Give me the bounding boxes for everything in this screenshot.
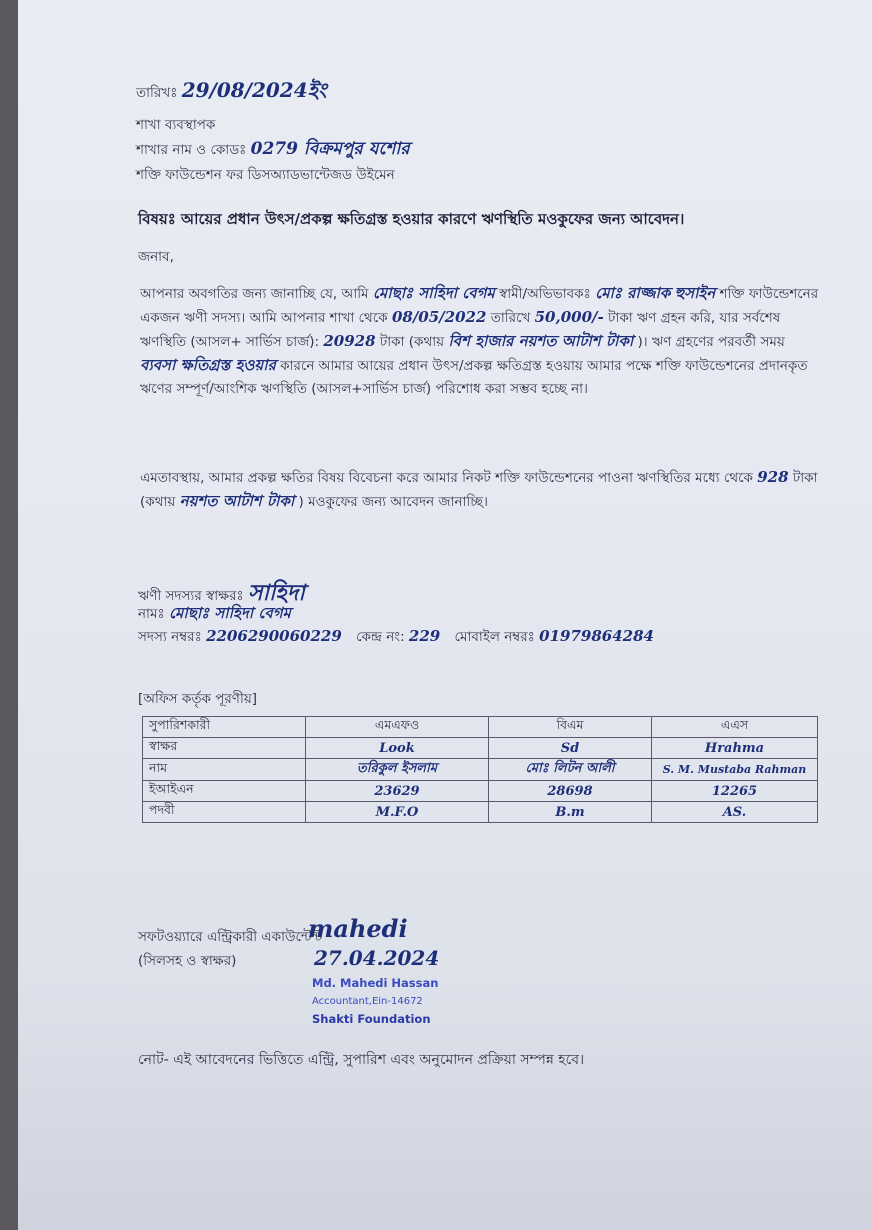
- table-cell: Look: [306, 738, 489, 759]
- table-cell: 12265: [652, 781, 818, 802]
- addressee: শাখা ব্যবস্থাপক: [136, 117, 216, 133]
- member-name-hand: মোছাঃ সাহিদা বেগম: [372, 284, 495, 302]
- p2-text-c: টাকা (কথায়: [140, 470, 818, 510]
- table-cell: বিএম: [489, 717, 652, 738]
- member-no-value: 2206290060229: [206, 627, 342, 645]
- table-cell: B.m: [489, 802, 652, 823]
- table-cell: 28698: [489, 781, 652, 802]
- p1-text-b: স্বামী/অভিভাবকঃ: [499, 286, 591, 302]
- member-signature: সাহিদা: [248, 580, 305, 606]
- p1-text-c: শক্তি ফাউন্ডেশনের একজন ঋণী সদস্য। আমি আপনার শাখা থেকে: [140, 286, 819, 326]
- date-label: তারিখঃ: [136, 85, 178, 101]
- date-value: 29/08/2024ইং: [181, 78, 327, 102]
- p1-text-d: তারিখে: [490, 310, 531, 326]
- org-name: শক্তি ফাউন্ডেশন ফর ডিসঅ্যাডভান্টেজড উইমেন: [136, 167, 395, 183]
- p1-text-a: আপনার অবগতির জন্য জানাচ্ছি যে, আমি: [140, 286, 369, 302]
- application-paper: [18, 0, 872, 1230]
- table-cell: সুপারিশকারী: [143, 717, 306, 738]
- footer-note: নোট- এই আবেদনের ভিত্তিতে এন্ট্রি, সুপারিশ এবং অনুমোদন প্রক্রিয়া সম্পন্ন হবে।: [138, 1052, 585, 1068]
- table-cell: Sd: [489, 738, 652, 759]
- accountant-signature: mahedi: [308, 914, 408, 943]
- p2-text-b: মধ্যে থেকে: [695, 470, 753, 486]
- reason-hand: ব্যবসা ক্ষতিগ্রস্ত হওয়ার: [140, 356, 276, 374]
- guardian-hand: মোঃ রাজ্জাক: [595, 284, 671, 302]
- table-cell: Hrahma: [652, 738, 818, 759]
- table-cell: 23629: [306, 781, 489, 802]
- table-header-row: [143, 717, 818, 738]
- p1-text-g: )। ঋণ গ্রহণের পরবর্তী সময়: [637, 334, 785, 350]
- balance-words-hand: বিশ হাজার নয়শত আটাশ টাকা: [448, 332, 634, 350]
- table-cell: মোঃ লিটন আলী: [489, 759, 652, 781]
- accountant-label-2: (সিলসহ ও স্বাক্ষর): [138, 953, 237, 969]
- p2-text-d: ) মওকুফের জন্য: [298, 494, 387, 510]
- table-cell: এমএফও: [306, 717, 489, 738]
- member-no-label: সদস্য নম্বরঃ: [138, 629, 202, 645]
- table-cell: নাম: [143, 759, 306, 781]
- member-sig-label: ঋণী সদস্যর স্বাক্ষরঃ: [138, 588, 244, 604]
- center-value: 229: [408, 627, 441, 645]
- stamp-role: Accountant,Ein-14672: [312, 996, 423, 1007]
- subject-line: বিষয়ঃ আয়ের প্রধান উৎস/প্রকল্প ক্ষতিগ্রস্ত হওয়ার কারণে ঋণস্থিতি মওকুফের জন্য আবেদন।: [138, 210, 685, 228]
- member-name-value: মোছাঃ সাহিদা বেগম: [168, 604, 291, 622]
- branch-value: 0279 বিক্রমপুর যশোর: [250, 139, 410, 159]
- paragraph-2: [140, 466, 820, 514]
- office-heading: [অফিস কর্তৃক পূরণীয়]: [138, 691, 258, 707]
- accountant-date: 27.04.2024: [314, 946, 440, 970]
- mobile-value: 01979864284: [539, 627, 654, 645]
- member-name-line: [138, 602, 291, 627]
- p1-text-i: শক্তি ফাউন্ডেশনের প্রদানকৃত ঋণের সম্পূর্ণ/আংশিক ঋণস্থিতি (আসল+সার্ভিস চার্জ) পরিশোধ করা সম্ভব: [140, 358, 808, 397]
- waive-amount-hand: 928: [757, 468, 789, 486]
- table-cell: AS.: [652, 802, 818, 823]
- p1-text-j: হচ্ছে না।: [541, 381, 588, 397]
- table-row: [143, 759, 818, 781]
- branch-line: [136, 136, 410, 164]
- loan-date-hand: 08/05/2022: [391, 308, 487, 326]
- salutation: জনাব,: [138, 249, 174, 265]
- table-row: [143, 738, 818, 759]
- member-number-line: [138, 626, 654, 649]
- p1-text-e: টাকা ঋণ গ্রহন করি, যার সর্বশেষ ঋণস্থিতি (আসল+ সার্ভিস চার্জ):: [140, 310, 781, 350]
- table-row: [143, 781, 818, 802]
- p1-text-h: কারনে আমার আয়ের প্রধান উৎস/প্রকল্প ক্ষতিগ্রস্ত হওয়ায় আমার পক্ষে: [280, 358, 652, 374]
- accountant-label-1: সফটওয়্যারে এন্ট্রিকারী একাউন্টেন্ট: [138, 929, 323, 945]
- table-cell: এএস: [652, 717, 818, 738]
- member-name-label: নামঃ: [138, 606, 165, 622]
- office-table: [142, 716, 818, 823]
- stamp-name: Md. Mahedi Hassan: [312, 976, 439, 990]
- p1-text-f: টাকা (কথায়: [379, 334, 445, 350]
- balance-hand: 20928: [323, 332, 376, 350]
- stamp-org: Shakti Foundation: [312, 1012, 431, 1026]
- table-cell: স্বাক্ষর: [143, 738, 306, 759]
- table-cell: S. M. Mustaba Rahman: [652, 759, 818, 781]
- table-cell: M.F.O: [306, 802, 489, 823]
- mobile-label: মোবাইল নম্বরঃ: [454, 629, 535, 645]
- table-cell: তরিকুল ইসলাম: [306, 759, 489, 781]
- center-label: কেন্দ্র নং:: [356, 629, 405, 645]
- date-line: [136, 76, 327, 109]
- p2-text-a: এমতাবস্থায়, আমার প্রকল্প ক্ষতির বিষয় বিবেচনা করে আমার নিকট শক্তি ফাউন্ডেশনের পাওনা ঋণস্থিতির: [140, 470, 691, 486]
- waive-words-hand: নয়শত আটাশ টাকা: [179, 492, 295, 510]
- table-cell: ইআইএন: [143, 781, 306, 802]
- paragraph-1: [140, 282, 820, 401]
- p2-text-e: আবেদন জানাচ্ছি।: [390, 494, 488, 510]
- branch-label: শাখার নাম ও কোডঃ: [136, 142, 247, 158]
- table-row: [143, 802, 818, 823]
- guardian-hand-2: হুসাইন: [674, 284, 716, 302]
- table-cell: পদবী: [143, 802, 306, 823]
- loan-amount-hand: 50,000/-: [534, 308, 604, 326]
